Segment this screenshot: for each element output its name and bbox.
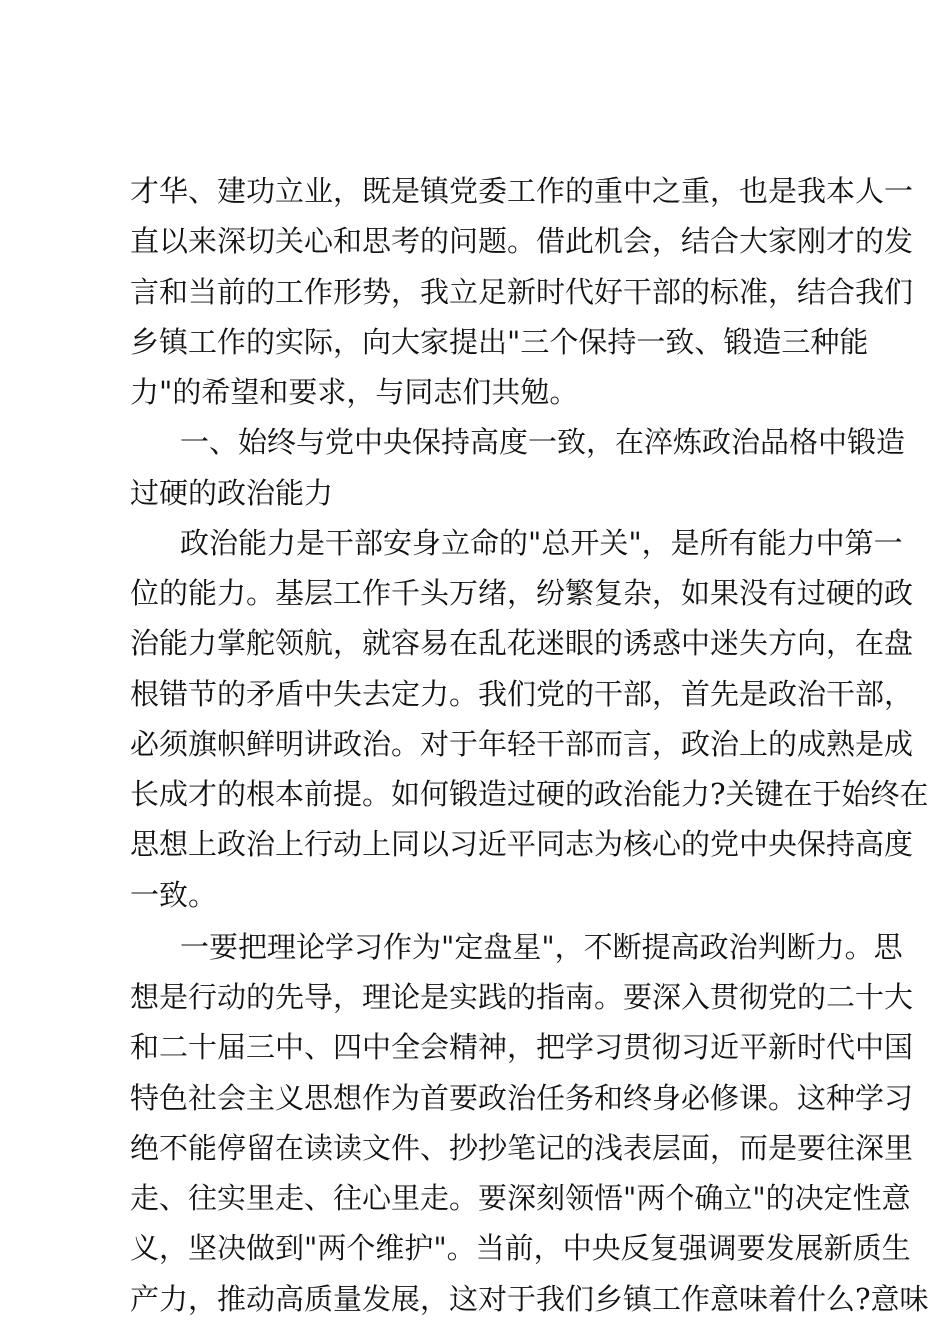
text-line xyxy=(0,1173,950,1223)
text-line xyxy=(0,1223,950,1273)
text-line xyxy=(0,1073,950,1123)
text-line xyxy=(0,819,950,869)
text-line xyxy=(0,367,950,417)
text-line xyxy=(0,267,950,317)
text-line xyxy=(0,618,950,668)
text-line xyxy=(0,972,950,1022)
line-text: 思想上政治上行动上同以习近平同志为核心的党中央保持高度 xyxy=(130,827,914,862)
text-line xyxy=(0,1274,950,1324)
section-heading-line xyxy=(0,468,950,518)
line-text: 直以来深切关心和思考的问题。借此机会，结合大家刚才的发 xyxy=(130,224,914,259)
line-text: 一致。 xyxy=(130,877,218,912)
line-text: 政治能力是干部安身立命的"总开关"，是所有能力中第一 xyxy=(180,525,903,560)
text-line xyxy=(0,317,950,367)
line-text: 一要把理论学习作为"定盘星"，不断提高政治判断力。思 xyxy=(180,929,903,964)
line-text: 绝不能停留在读读文件、抄抄笔记的浅表层面，而是要往深里 xyxy=(130,1130,914,1165)
text-line xyxy=(0,1022,950,1072)
text-line xyxy=(0,518,950,568)
text-line xyxy=(0,166,950,216)
line-text: 言和当前的工作形势，我立足新时代好干部的标准，结合我们 xyxy=(130,274,914,309)
text-line xyxy=(0,922,950,972)
line-text: 产力，推动高质量发展，这对于我们乡镇工作意味着什么?意味 xyxy=(130,1281,929,1316)
line-text: 才华、建功立业，既是镇党委工作的重中之重，也是我本人一 xyxy=(130,174,914,208)
line-text: 位的能力。基层工作千头万绪，纷繁复杂，如果没有过硬的政 xyxy=(130,576,914,611)
text-line xyxy=(0,769,950,819)
line-text: 力"的希望和要求，与同志们共勉。 xyxy=(130,375,579,410)
line-text: 根错节的矛盾中失去定力。我们党的干部，首先是政治干部， xyxy=(130,676,914,711)
text-line xyxy=(0,568,950,618)
line-text: 走、往实里走、往心里走。要深刻领悟"两个确立"的决定性意 xyxy=(130,1181,911,1216)
line-text: 和二十届三中、四中全会精神，把学习贯彻习近平新时代中国 xyxy=(130,1030,914,1065)
line-text: 治能力掌舵领航，就容易在乱花迷眼的诱惑中迷失方向，在盘 xyxy=(130,626,914,661)
line-text: 义，坚决做到"两个维护"。当前，中央反复强调要发展新质生 xyxy=(130,1231,911,1266)
line-text: 乡镇工作的实际，向大家提出"三个保持一致、锻造三种能 xyxy=(130,324,869,359)
section-heading-text: 过硬的政治能力 xyxy=(130,475,334,510)
text-line xyxy=(0,1123,950,1173)
text-line xyxy=(0,870,950,920)
line-text: 长成才的根本前提。如何锻造过硬的政治能力?关键在于始终在 xyxy=(130,777,929,812)
text-line xyxy=(0,669,950,719)
section-heading-line xyxy=(0,417,950,467)
section-heading-text: 一、始终与党中央保持高度一致，在淬炼政治品格中锻造 xyxy=(180,425,906,460)
line-text: 必须旗帜鲜明讲政治。对于年轻干部而言，政治上的成熟是成 xyxy=(130,726,914,761)
line-text: 特色社会主义思想作为首要政治任务和终身必修课。这种学习 xyxy=(130,1080,914,1115)
text-line xyxy=(0,719,950,769)
line-text: 想是行动的先导，理论是实践的指南。要深入贯彻党的二十大 xyxy=(130,980,914,1015)
text-line xyxy=(0,216,950,266)
